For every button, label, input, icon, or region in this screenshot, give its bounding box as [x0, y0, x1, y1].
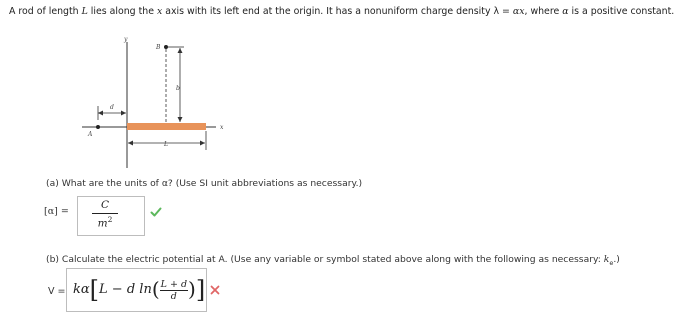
part-a-question: (a) What are the units of α? (Use SI unit abbreviations as necessary.) — [46, 178, 363, 189]
part-b-question: (b) Calculate the electric potential at A. (Use any variable or symbol stated above along with the following as necessary: $k_e$.) — [46, 254, 620, 267]
part-a-answer-field[interactable] — [77, 196, 145, 236]
units-exponent: 2 — [107, 215, 113, 224]
point-a-label: A — [88, 131, 93, 138]
problem-statement: A rod of length L lies along the x axis with its left end at the origin. It has a nonuniform charge density λ = αx, where α is a positive constant. — [9, 6, 675, 17]
point-b — [164, 45, 168, 49]
x-axis-label: x — [220, 124, 224, 131]
units-fraction — [92, 199, 118, 230]
charged-rod — [127, 123, 206, 130]
units-denominator: m — [97, 217, 108, 230]
point-b-label: B — [156, 44, 161, 51]
units-numerator: C — [100, 199, 110, 211]
part-b-label: V = — [48, 286, 66, 297]
dimension-d-label: d — [110, 104, 114, 111]
dimension-b-label: b — [176, 85, 180, 92]
check-icon — [150, 206, 162, 218]
log-fraction: $\frac{L + d}{d}$ — [160, 279, 188, 302]
y-axis-label: y — [124, 36, 128, 43]
dimension-l-label: L — [164, 141, 168, 148]
part-a-label: [α] = — [44, 206, 69, 217]
x-icon — [210, 285, 220, 295]
potential-expression: kα[L − d ln( $\frac{L + d}{d}$ )] — [73, 276, 206, 304]
part-b-answer-field[interactable] — [66, 268, 207, 312]
point-a — [96, 125, 100, 129]
